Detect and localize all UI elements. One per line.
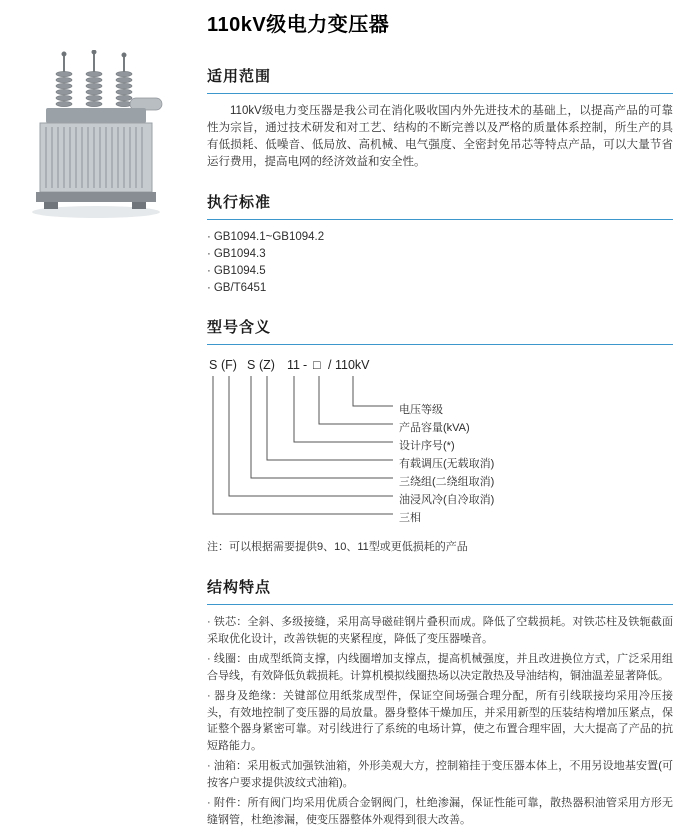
features-list — [207, 614, 673, 828]
formula-part-windings: S — [247, 358, 256, 372]
feature-text: 油箱：采用板式加强铁油箱，外形美观大方，控制箱挂于变压器本体上，不用另设地基安置(可按客户要求提供波纹式油箱)。 — [207, 760, 673, 789]
scope-paragraph: 110kV级电力变压器是我公司在消化吸收国内外先进技术的基础上，以提高产品的可靠性为宗旨，通过技术研发和对工艺、结构的不断完善以及严格的质量体系控制，所生产的具有低损耗、低噪音、低局放、高机械、电气强度、全密封免吊芯等特点产品，可以大量节省运行费用，提高电网的经济效益和安全性。 — [207, 105, 673, 168]
feature-item — [207, 795, 673, 828]
transformer-illustration-icon — [26, 50, 166, 222]
model-label-three-phase: 三相 — [399, 512, 421, 524]
formula-part-slash: / — [328, 358, 332, 372]
feature-item — [207, 651, 673, 684]
feature-item — [207, 758, 673, 791]
bullet-marker: · — [207, 231, 211, 243]
section-divider — [207, 604, 673, 605]
model-label-voltage-class: 电压等级 — [399, 404, 443, 416]
section-divider — [207, 219, 673, 220]
formula-part-dash: - — [303, 358, 308, 372]
section-divider — [207, 93, 673, 94]
bullet-marker: · — [207, 653, 211, 665]
feature-text: 线圈：由成型纸筒支撑，内线圈增加支撑点，提高机械强度，并且改进换位方式，广泛采用组合导线，有效降低负载损耗。计算机模拟线圈热场以决定散热及导油结构，铜油温差显著降低。 — [207, 653, 673, 682]
main-content — [207, 0, 673, 832]
model-label-oil-forced-air: 油浸风冷(自冷取消) — [399, 494, 495, 506]
model-note: 注：可以根据需要提供9、10、11型或更低损耗的产品 — [207, 541, 468, 553]
formula-part-cooling: (F) — [221, 358, 237, 372]
bullet-marker: · — [207, 248, 211, 260]
page-title: 110kV级电力变压器 — [207, 14, 390, 36]
feature-text: 器身及绝缘：关键部位用纸浆成型件，保证空间场强合理分配，所有引线联接均采用冷压接头，有效地控制了变压器的局放量。器身整体干燥加压，并采用新型的压装结构增加压紧点，保证整个器身紧密可靠。对引线进行了系统的电场计算，使之布置合理牢固，大大提高了产品的抗短路能力。 — [207, 690, 673, 752]
section-heading-scope: 适用范围 — [207, 68, 272, 85]
standard-text: GB1094.5 — [213, 265, 266, 277]
feature-item — [207, 614, 673, 647]
model-label-three-winding: 三绕组(二绕组取消) — [399, 476, 495, 488]
section-heading-standards: 执行标准 — [207, 194, 272, 211]
standard-item — [207, 246, 673, 263]
model-label-capacity: 产品容量(kVA) — [399, 422, 470, 434]
formula-part-tapchanger: (Z) — [259, 358, 275, 372]
section-heading-model: 型号含义 — [207, 319, 272, 336]
standard-text: GB1094.1~GB1094.2 — [213, 231, 325, 243]
feature-item — [207, 688, 673, 754]
formula-part-design-number: 11 — [287, 358, 300, 372]
section-divider — [207, 344, 673, 345]
transformer-photo — [26, 50, 166, 222]
bullet-marker: · — [207, 616, 211, 628]
bullet-marker: · — [207, 760, 211, 772]
formula-part-phase: S — [209, 358, 218, 372]
standard-item — [207, 280, 673, 297]
bullet-marker: · — [207, 282, 211, 294]
bullet-marker: · — [207, 690, 211, 702]
formula-part-capacity-box: □ — [313, 358, 321, 372]
feature-text: 铁芯：全斜、多级接缝，采用高导磁硅钢片叠积而成。降低了空载损耗。对铁芯柱及铁轭截面采取优化设计，改善铁轭的夹紧程度，降低了变压器噪音。 — [207, 616, 673, 645]
standard-text: GB/T6451 — [213, 282, 267, 294]
bullet-marker: · — [207, 797, 211, 809]
standard-item — [207, 263, 673, 280]
model-label-design-number: 设计序号(*) — [399, 440, 455, 452]
standard-text: GB1094.3 — [213, 248, 266, 260]
bullet-marker: · — [207, 265, 211, 277]
model-label-on-load-regulation: 有载调压(无载取消) — [399, 458, 495, 470]
standards-list — [207, 229, 673, 297]
standard-item — [207, 229, 673, 246]
formula-part-voltage: 110kV — [335, 358, 370, 372]
model-designation-diagram — [207, 358, 673, 530]
feature-text: 附件：所有阀门均采用优质合金钢阀门，杜绝渗漏，保证性能可靠，散热器积油管采用方形无缝钢管，杜绝渗漏，使变压器整体外观得到很大改善。 — [207, 797, 673, 826]
section-heading-features: 结构特点 — [207, 579, 272, 596]
